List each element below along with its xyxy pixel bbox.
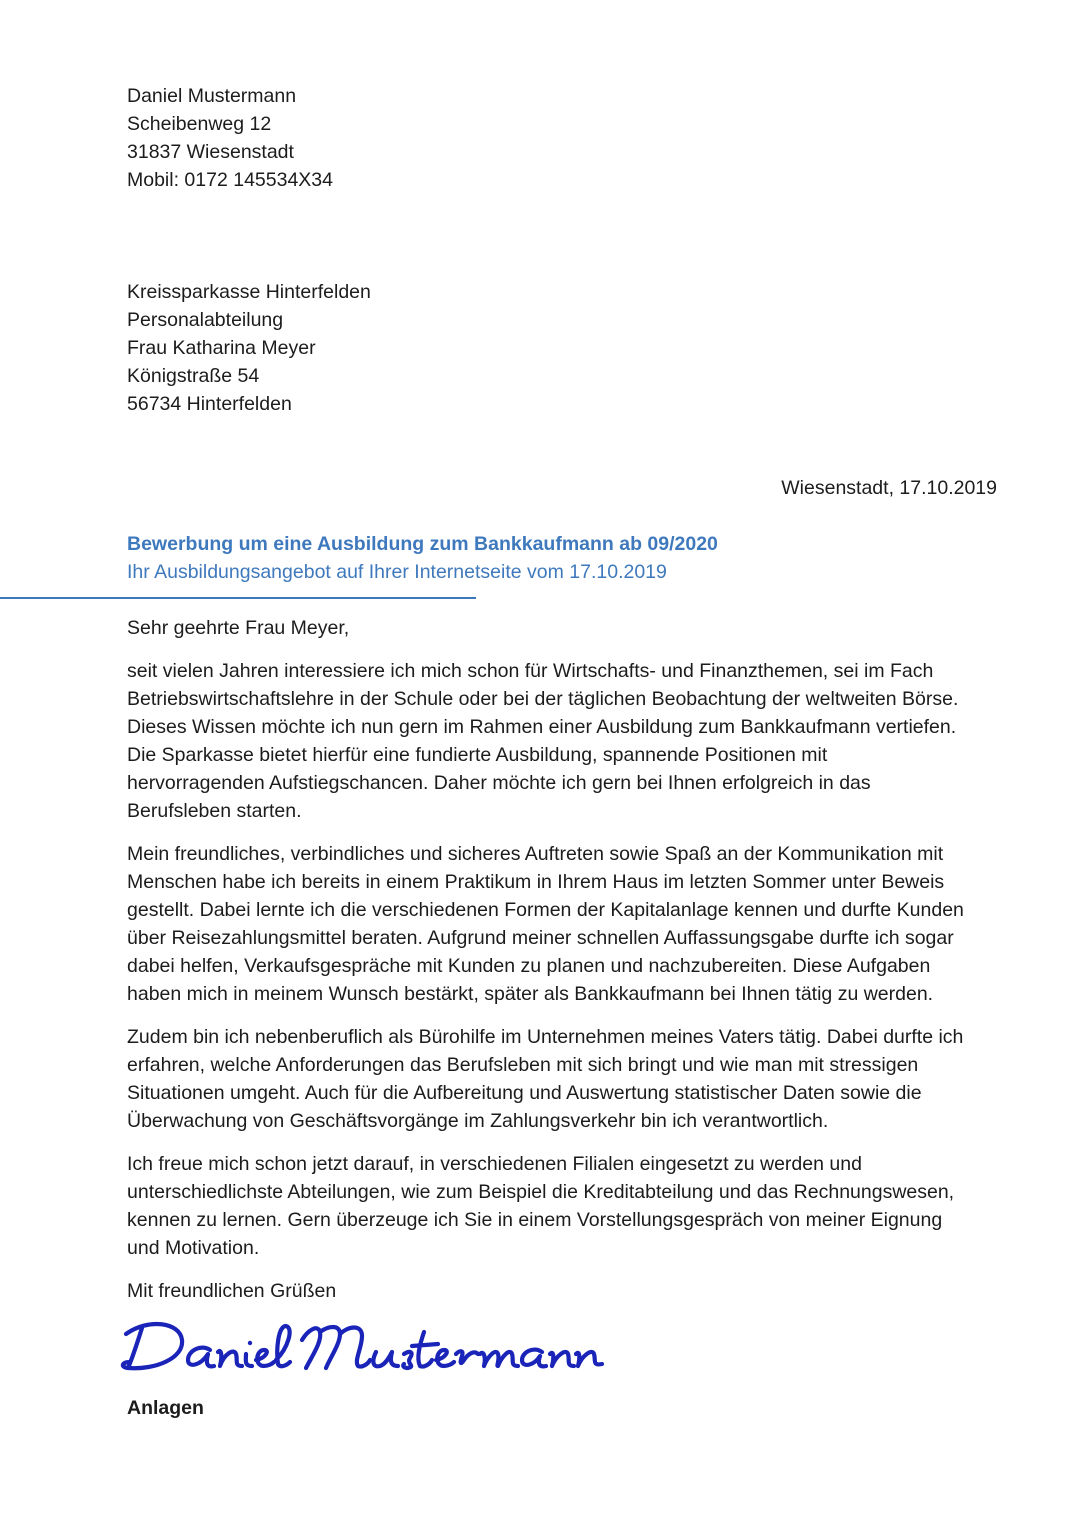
paragraph-motivation	[127, 657, 1007, 825]
body-line: Mein freundliches, verbindliches und sicheres Auftreten sowie Spaß an der Kommunikation mit	[127, 843, 944, 865]
recipient-department: Personalabteilung	[127, 309, 284, 331]
sender-address	[127, 82, 333, 194]
body-line: Betriebswirtschaftslehre in der Schule oder bei der täglichen Beobachtung der weltweiten Börse.	[127, 688, 959, 710]
body-line: über Reisezahlungsmittel beraten. Aufgrund meiner schnellen Auffassungsgabe durfte ich sogar	[127, 927, 954, 949]
signature-stroke	[302, 1327, 370, 1368]
paragraph-experience	[127, 840, 1007, 1008]
body-line: kennen zu lernen. Gern überzeuge ich Sie in einem Vorstellungsgespräch von meiner Eignung	[127, 1209, 943, 1231]
signature-stroke	[550, 1352, 574, 1366]
body-line: Menschen habe ich bereits in einem Praktikum in Ihrem Haus im letzten Sommer unter Beweis	[127, 871, 945, 893]
signature-stroke	[218, 1351, 242, 1366]
signature-stroke	[403, 1352, 411, 1368]
body-line: Die Sparkasse bietet hierfür eine fundierte Ausbildung, spannende Positionen mit	[127, 744, 828, 766]
paragraph-side-job	[127, 1023, 1007, 1135]
recipient-street: Königstraße 54	[127, 365, 260, 387]
body-line: Überwachung von Geschäftsvorgänge im Zahlungsverkehr bin ich verantwortlich.	[127, 1110, 829, 1132]
sender-phone: Mobil: 0172 145534X34	[127, 169, 333, 191]
subject-reference: Ihr Ausbildungsangebot auf Ihrer Internetseite vom 17.10.2019	[127, 561, 667, 583]
signature-stroke	[373, 1352, 398, 1366]
body-line: haben mich in meinem Wunsch bestärkt, später als Bankkaufmann bei Ihnen tätig zu werden.	[127, 983, 934, 1005]
signature-stroke	[576, 1352, 602, 1366]
subject-divider	[0, 597, 476, 599]
signature-stroke	[436, 1350, 454, 1366]
signature-stroke	[246, 1354, 252, 1366]
signature-stroke	[276, 1326, 290, 1366]
body-line: Dieses Wissen möchte ich nun gern im Rahmen einer Ausbildung zum Bankkaufmann vertiefen.	[127, 716, 957, 738]
recipient-company: Kreissparkasse Hinterfelden	[127, 281, 371, 303]
signature-stroke	[188, 1348, 214, 1367]
body-line: Ich freue mich schon jetzt darauf, in verschiedenen Filialen eingesetzt zu werden und	[127, 1153, 862, 1175]
closing: Mit freundlichen Grüßen	[127, 1280, 337, 1302]
signature-stroke	[522, 1350, 546, 1367]
salutation: Sehr geehrte Frau Meyer,	[127, 617, 350, 639]
recipient-city: 56734 Hinterfelden	[127, 393, 292, 415]
signature-stroke	[256, 1350, 274, 1366]
attachments-label: Anlagen	[127, 1397, 204, 1419]
signature-stroke	[480, 1352, 518, 1366]
body-line: erfahren, welche Anforderungen das Berufsleben mit sich bringt und wie man mit stressigen	[127, 1054, 919, 1076]
body-line: und Motivation.	[127, 1237, 260, 1259]
subject-block	[127, 530, 718, 586]
body-line: Situationen umgeht. Auch für die Aufbereitung und Auswertung statistischer Daten sowie die	[127, 1082, 922, 1104]
signature-stroke	[412, 1332, 438, 1367]
signature	[118, 1310, 618, 1382]
letter-date: Wiesenstadt, 17.10.2019	[781, 477, 997, 499]
body-line: seit vielen Jahren interessiere ich mich schon für Wirtschafts- und Finanzthemen, sei im Fach	[127, 660, 934, 682]
body-line: gestellt. Dabei lernte ich die verschiedenen Formen der Kapitalanlage kennen und durfte Kunden	[127, 899, 964, 921]
signature-stroke	[456, 1351, 478, 1363]
body-line: dabei helfen, Verkaufsgespräche mit Kunden zu planen und nachzubereiten. Diese Aufgaben	[127, 955, 931, 977]
body-line: unterschiedlichste Abteilungen, wie zum Beispiel die Kreditabteilung und das Rechnungswesen,	[127, 1181, 955, 1203]
sender-street: Scheibenweg 12	[127, 113, 272, 135]
subject-title: Bewerbung um eine Ausbildung zum Bankkaufmann ab 09/2020	[127, 533, 718, 555]
paragraph-outlook	[127, 1150, 1007, 1262]
body-line: Zudem bin ich nebenberuflich als Bürohilfe im Unternehmen meines Vaters tätig. Dabei durfte ich	[127, 1026, 964, 1048]
body-line: hervorragenden Aufstiegschancen. Daher möchte ich gern bei Ihnen erfolgreich in das	[127, 772, 871, 794]
body-line: Berufsleben starten.	[127, 800, 302, 822]
recipient-address	[127, 278, 371, 418]
sender-city: 31837 Wiesenstadt	[127, 141, 294, 163]
signature-stroke	[123, 1324, 182, 1368]
sender-name: Daniel Mustermann	[127, 85, 297, 107]
letter-body	[127, 614, 1007, 1305]
recipient-contact: Frau Katharina Meyer	[127, 337, 316, 359]
